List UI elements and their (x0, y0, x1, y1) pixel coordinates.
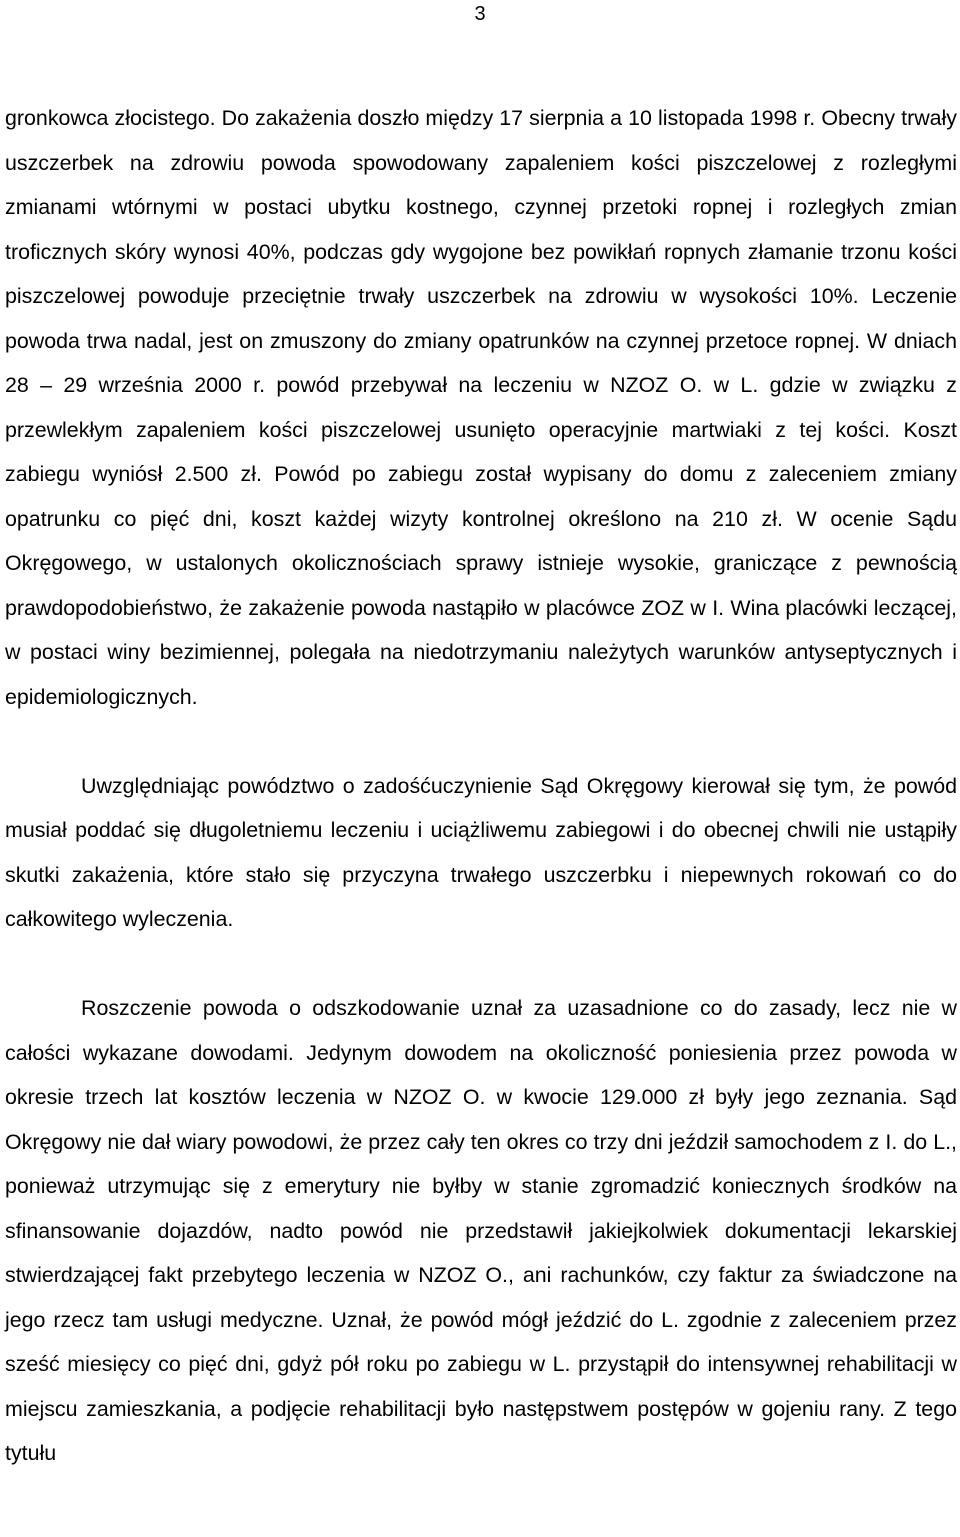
paragraph-1: gronkowca złocistego. Do zakażenia doszło między 17 sierpnia a 10 listopada 1998 r. Obecny trwały uszczerbek na zdrowiu powoda spowodowany zapaleniem kości piszczelowej z rozległymi zmianami wtórnymi w postaci ubytku kostnego, czynnej przetoki ropnej i rozległych zmian troficznych skóry wynosi 40%, podczas gdy wygojone bez powikłań ropnych złamanie trzonu kości piszczelowej powoduje przeciętnie trwały uszczerbek na zdrowiu w wysokości 10%. Leczenie powoda trwa nadal, jest on zmuszony do zmiany opatrunków na czynnej przetoce ropnej. W dniach 28 – 29 września 2000 r. powód przebywał na leczeniu w NZOZ O. w L. gdzie w związku z przewlekłym zapaleniem kości piszczelowej usunięto operacyjnie martwiaki z tej kości. Koszt zabiegu wyniósł 2.500 zł. Powód po zabiegu został wypisany do domu z zaleceniem zmiany opatrunku co pięć dni, koszt każdej wizyty kontrolnej określono na 210 zł. W ocenie Sądu Okręgowego, w ustalonych okolicznościach sprawy istnieje wysokie, graniczące z pewnością prawdopodobieństwo, że zakażenie powoda nastąpiło w placówce ZOZ w I. Wina placówki leczącej, w postaci winy bezimiennej, polegała na niedotrzymaniu należytych warunków antyseptycznych i epidemiologicznych. (5, 106, 957, 709)
paragraph-2: Uwzględniając powództwo o zadośćuczynienie Sąd Okręgowy kierował się tym, że powód musiał poddać się długoletniemu leczeniu i uciążliwemu zabiegowi i do obecnej chwili nie ustąpiły skutki zakażenia, które stało się przyczyna trwałego uszczerbku i niepewnych rokowań co do całkowitego wyleczenia. (5, 773, 957, 931)
document-body (5, 96, 957, 1476)
paragraph-3: Roszczenie powoda o odszkodowanie uznał za uzasadnione co do zasady, lecz nie w całości wykazane dowodami. Jedynym dowodem na okoliczność poniesienia przez powoda w okresie trzech lat kosztów leczenia w NZOZ O. w kwocie 129.000 zł były jego zeznania. Sąd Okręgowy nie dał wiary powodowi, że przez cały ten okres co trzy dni jeździł samochodem z I. do L., ponieważ utrzymując się z emerytury nie byłby w stanie zgromadzić koniecznych środków na sfinansowanie dojazdów, nadto powód nie przedstawił jakiejkolwiek dokumentacji lekarskiej stwierdzającej fakt przebytego leczenia w NZOZ O., ani rachunków, czy faktur za świadczone na jego rzecz tam usługi medyczne. Uznał, że powód mógł jeździć do L. zgodnie z zaleceniem przez sześć miesięcy co pięć dni, gdyż pół roku po zabiegu w L. przystąpił do intensywnej rehabilitacji w miejscu zamieszkania, a podjęcie rehabilitacji było następstwem postępów w gojeniu rany. Z tego tytułu (5, 996, 957, 1465)
paragraph-gap (5, 719, 957, 764)
page-number: 3 (474, 3, 486, 25)
paragraph-gap (5, 942, 957, 987)
